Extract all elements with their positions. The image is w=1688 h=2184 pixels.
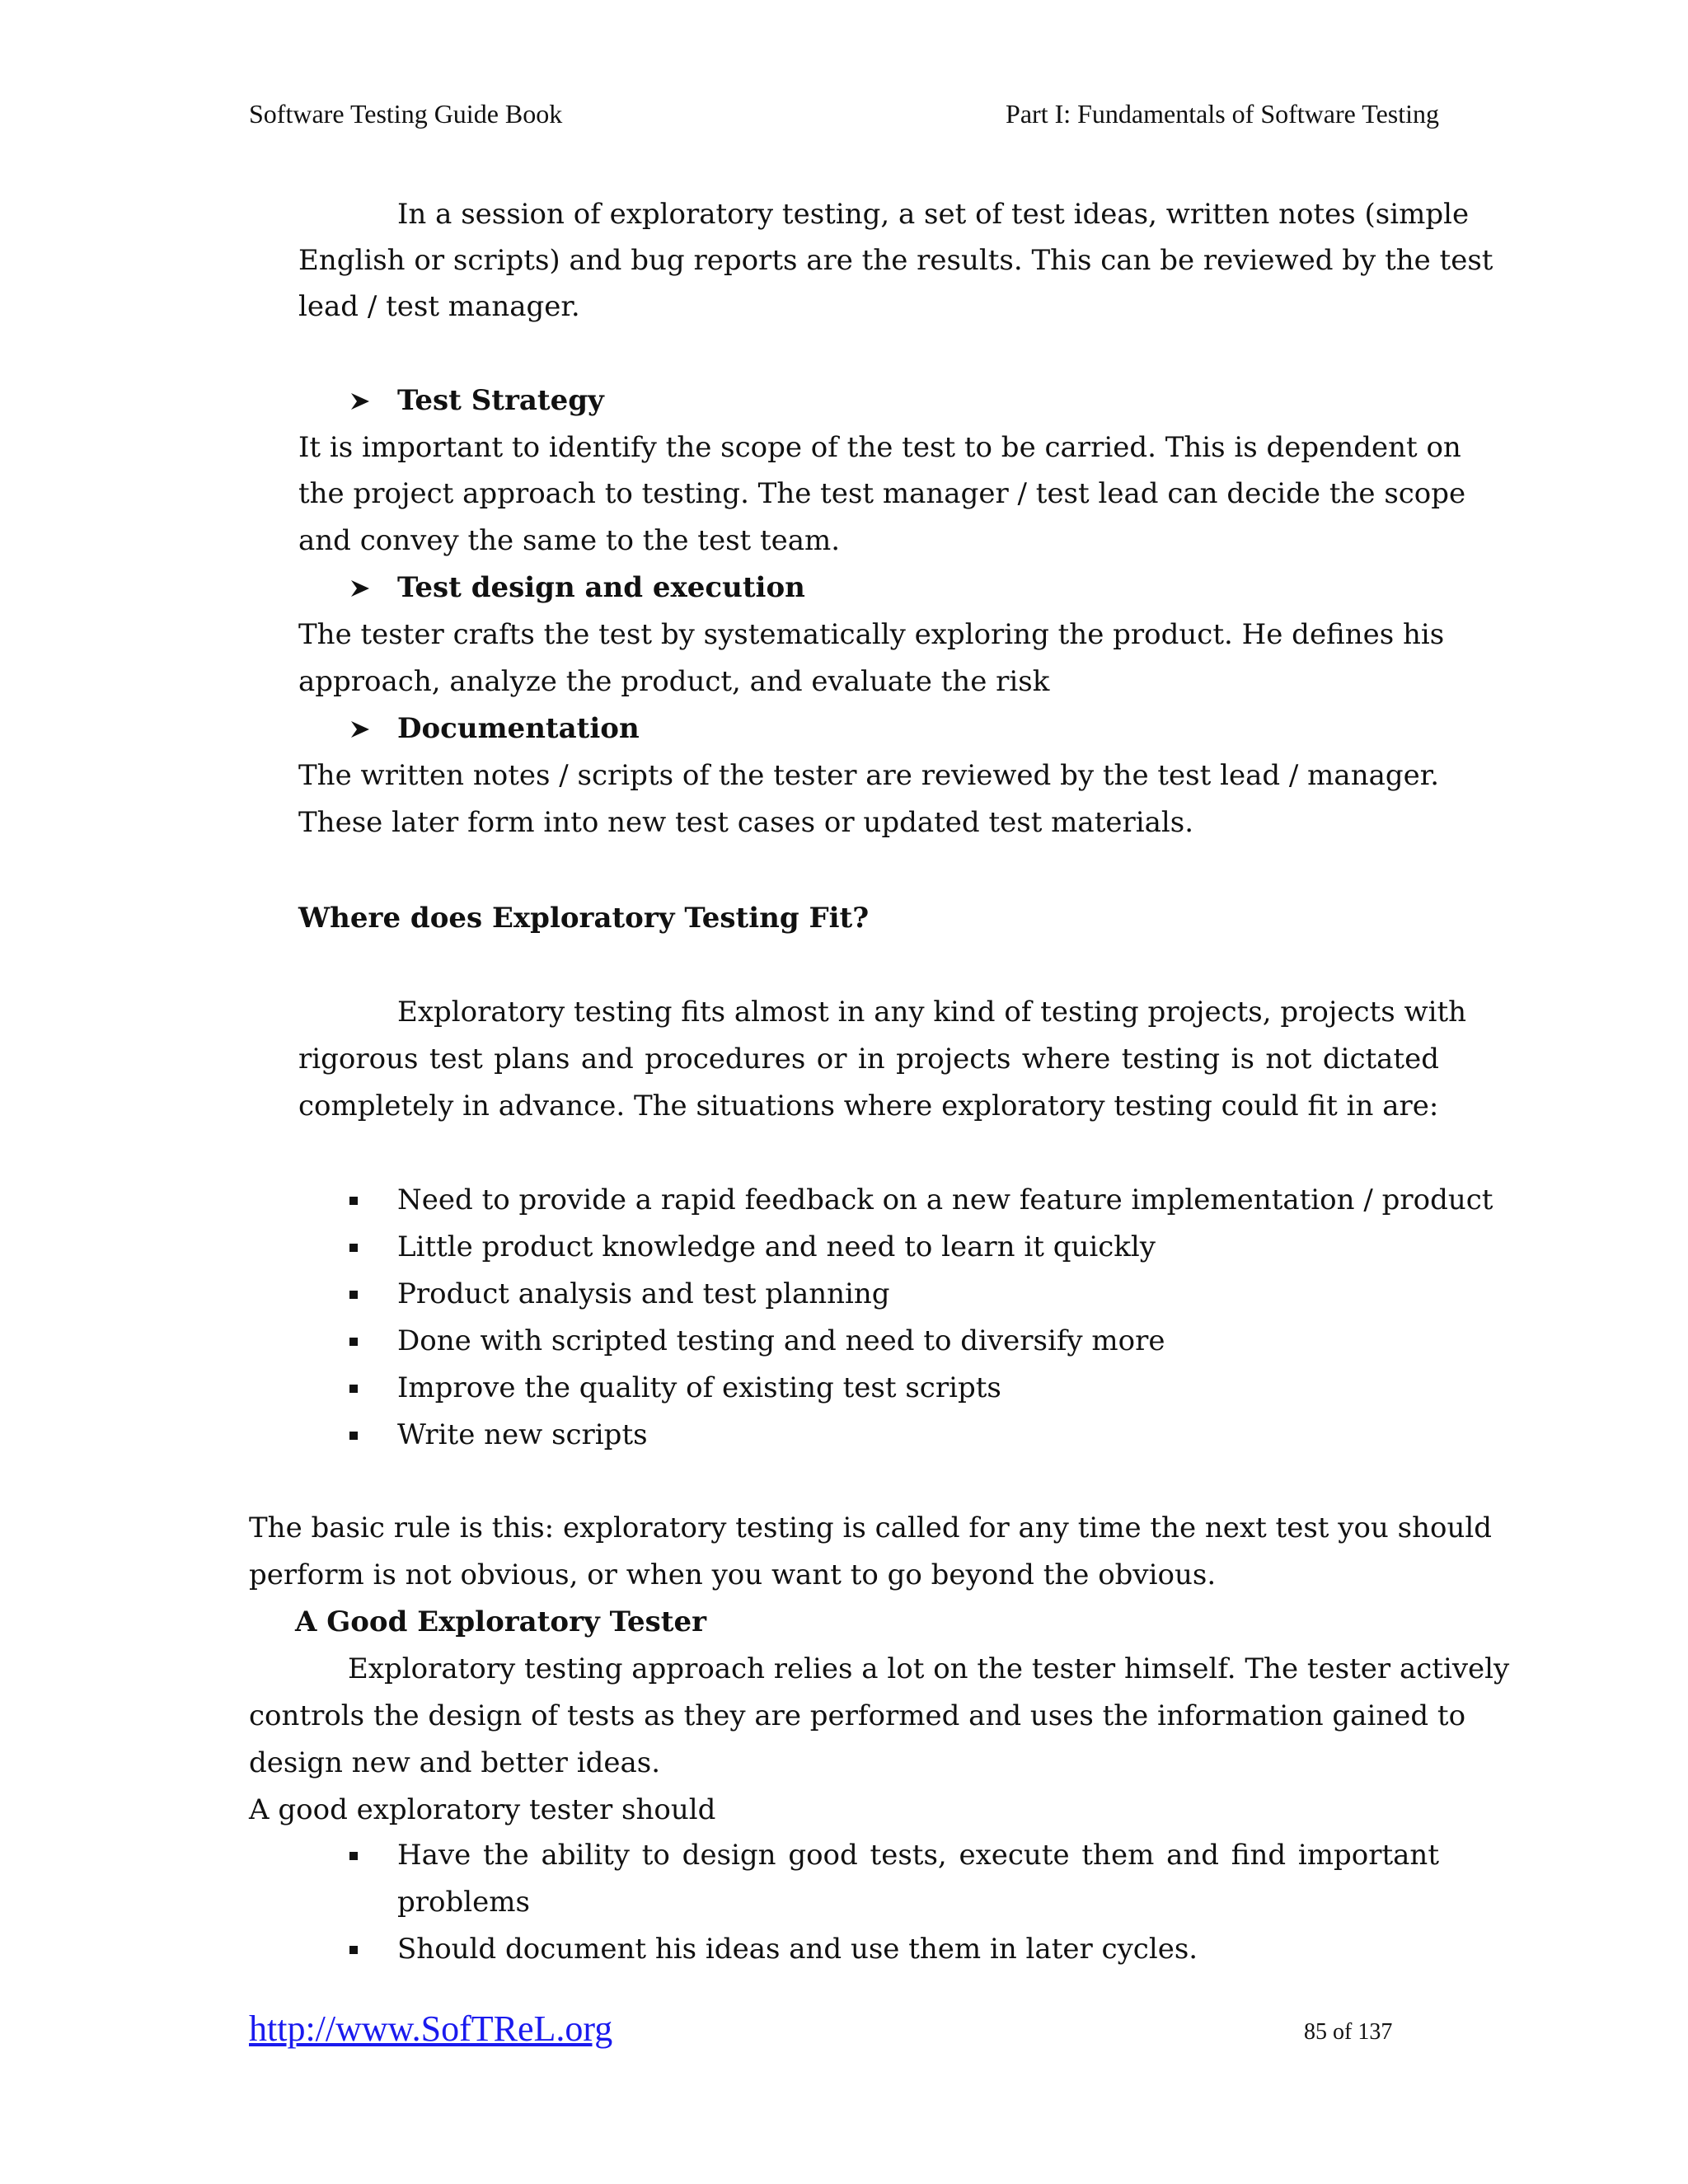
paragraph-line: A good exploratory tester should (249, 1793, 716, 1826)
paragraph-line: the project approach to testing. The test manager / test lead can decide the scope (298, 477, 1466, 510)
square-bullet-icon (349, 1946, 358, 1954)
paragraph-line: The written notes / scripts of the tester are reviewed by the test lead / manager. (298, 759, 1440, 792)
paragraph-line: and convey the same to the test team. (298, 524, 841, 557)
paragraph-line: Exploratory testing fits almost in any kind of testing projects, projects with (397, 996, 1467, 1029)
list-item: Improve the quality of existing test scripts (397, 1371, 1001, 1404)
paragraph-line: Exploratory testing approach relies a lot on the tester himself. The tester actively (348, 1652, 1510, 1685)
paragraph-line: English or scripts) and bug reports are the results. This can be reviewed by the test (298, 244, 1493, 277)
paragraph-line: approach, analyze the product, and evaluate the risk (298, 665, 1050, 698)
section-heading-where-fit: Where does Exploratory Testing Fit? (298, 902, 870, 935)
list-item: Done with scripted testing and need to diversify more (397, 1324, 1165, 1357)
square-bullet-icon (349, 1197, 358, 1205)
square-bullet-icon (349, 1385, 358, 1393)
list-item: Have the ability to design good tests, execute them and find important (397, 1839, 1439, 1872)
paragraph-line: The basic rule is this: exploratory testing is called for any time the next test you should (249, 1511, 1492, 1544)
paragraph-line: These later form into new test cases or updated test materials. (298, 806, 1194, 839)
list-item: Write new scripts (397, 1418, 648, 1451)
paragraph-line: perform is not obvious, or when you want to go beyond the obvious. (249, 1558, 1217, 1591)
section-heading-good-tester: A Good Exploratory Tester (295, 1605, 707, 1638)
square-bullet-icon (349, 1852, 358, 1860)
paragraph-line: rigorous test plans and procedures or in projects where testing is not dictated (298, 1043, 1439, 1076)
paragraph-line: controls the design of tests as they are performed and uses the information gained to (249, 1699, 1466, 1732)
paragraph-line: lead / test manager. (298, 290, 580, 323)
paragraph-line: In a session of exploratory testing, a set of test ideas, written notes (simple (397, 198, 1470, 231)
paragraph-line: It is important to identify the scope of the test to be carried. This is dependent on (298, 431, 1461, 464)
footer-website-link[interactable]: http://www.SofTReL.org (249, 2008, 613, 2049)
arrow-bullet-icon (349, 719, 371, 740)
arrow-bullet-icon (349, 391, 371, 412)
paragraph-line: completely in advance. The situations where exploratory testing could fit in are: (298, 1090, 1439, 1122)
list-item: Little product knowledge and need to learn it quickly (397, 1230, 1156, 1263)
list-item: Should document his ideas and use them in later cycles. (397, 1933, 1198, 1966)
paragraph-line: design new and better ideas. (249, 1746, 661, 1779)
square-bullet-icon (349, 1291, 358, 1299)
paragraph-line: The tester crafts the test by systematically exploring the product. He defines his (298, 618, 1445, 651)
section-heading-test-strategy: Test Strategy (397, 384, 604, 417)
section-heading-test-design: Test design and execution (397, 571, 805, 604)
header-book-title: Software Testing Guide Book (249, 99, 563, 129)
list-item-continuation: problems (397, 1886, 530, 1919)
list-item: Need to provide a rapid feedback on a new feature implementation / product (397, 1183, 1493, 1216)
section-heading-documentation: Documentation (397, 712, 640, 745)
header-part-title: Part I: Fundamentals of Software Testing (1006, 99, 1439, 129)
square-bullet-icon (349, 1432, 358, 1440)
arrow-bullet-icon (349, 578, 371, 599)
square-bullet-icon (349, 1244, 358, 1252)
list-item: Product analysis and test planning (397, 1277, 890, 1310)
square-bullet-icon (349, 1338, 358, 1346)
page-number: 85 of 137 (1304, 2019, 1393, 2045)
